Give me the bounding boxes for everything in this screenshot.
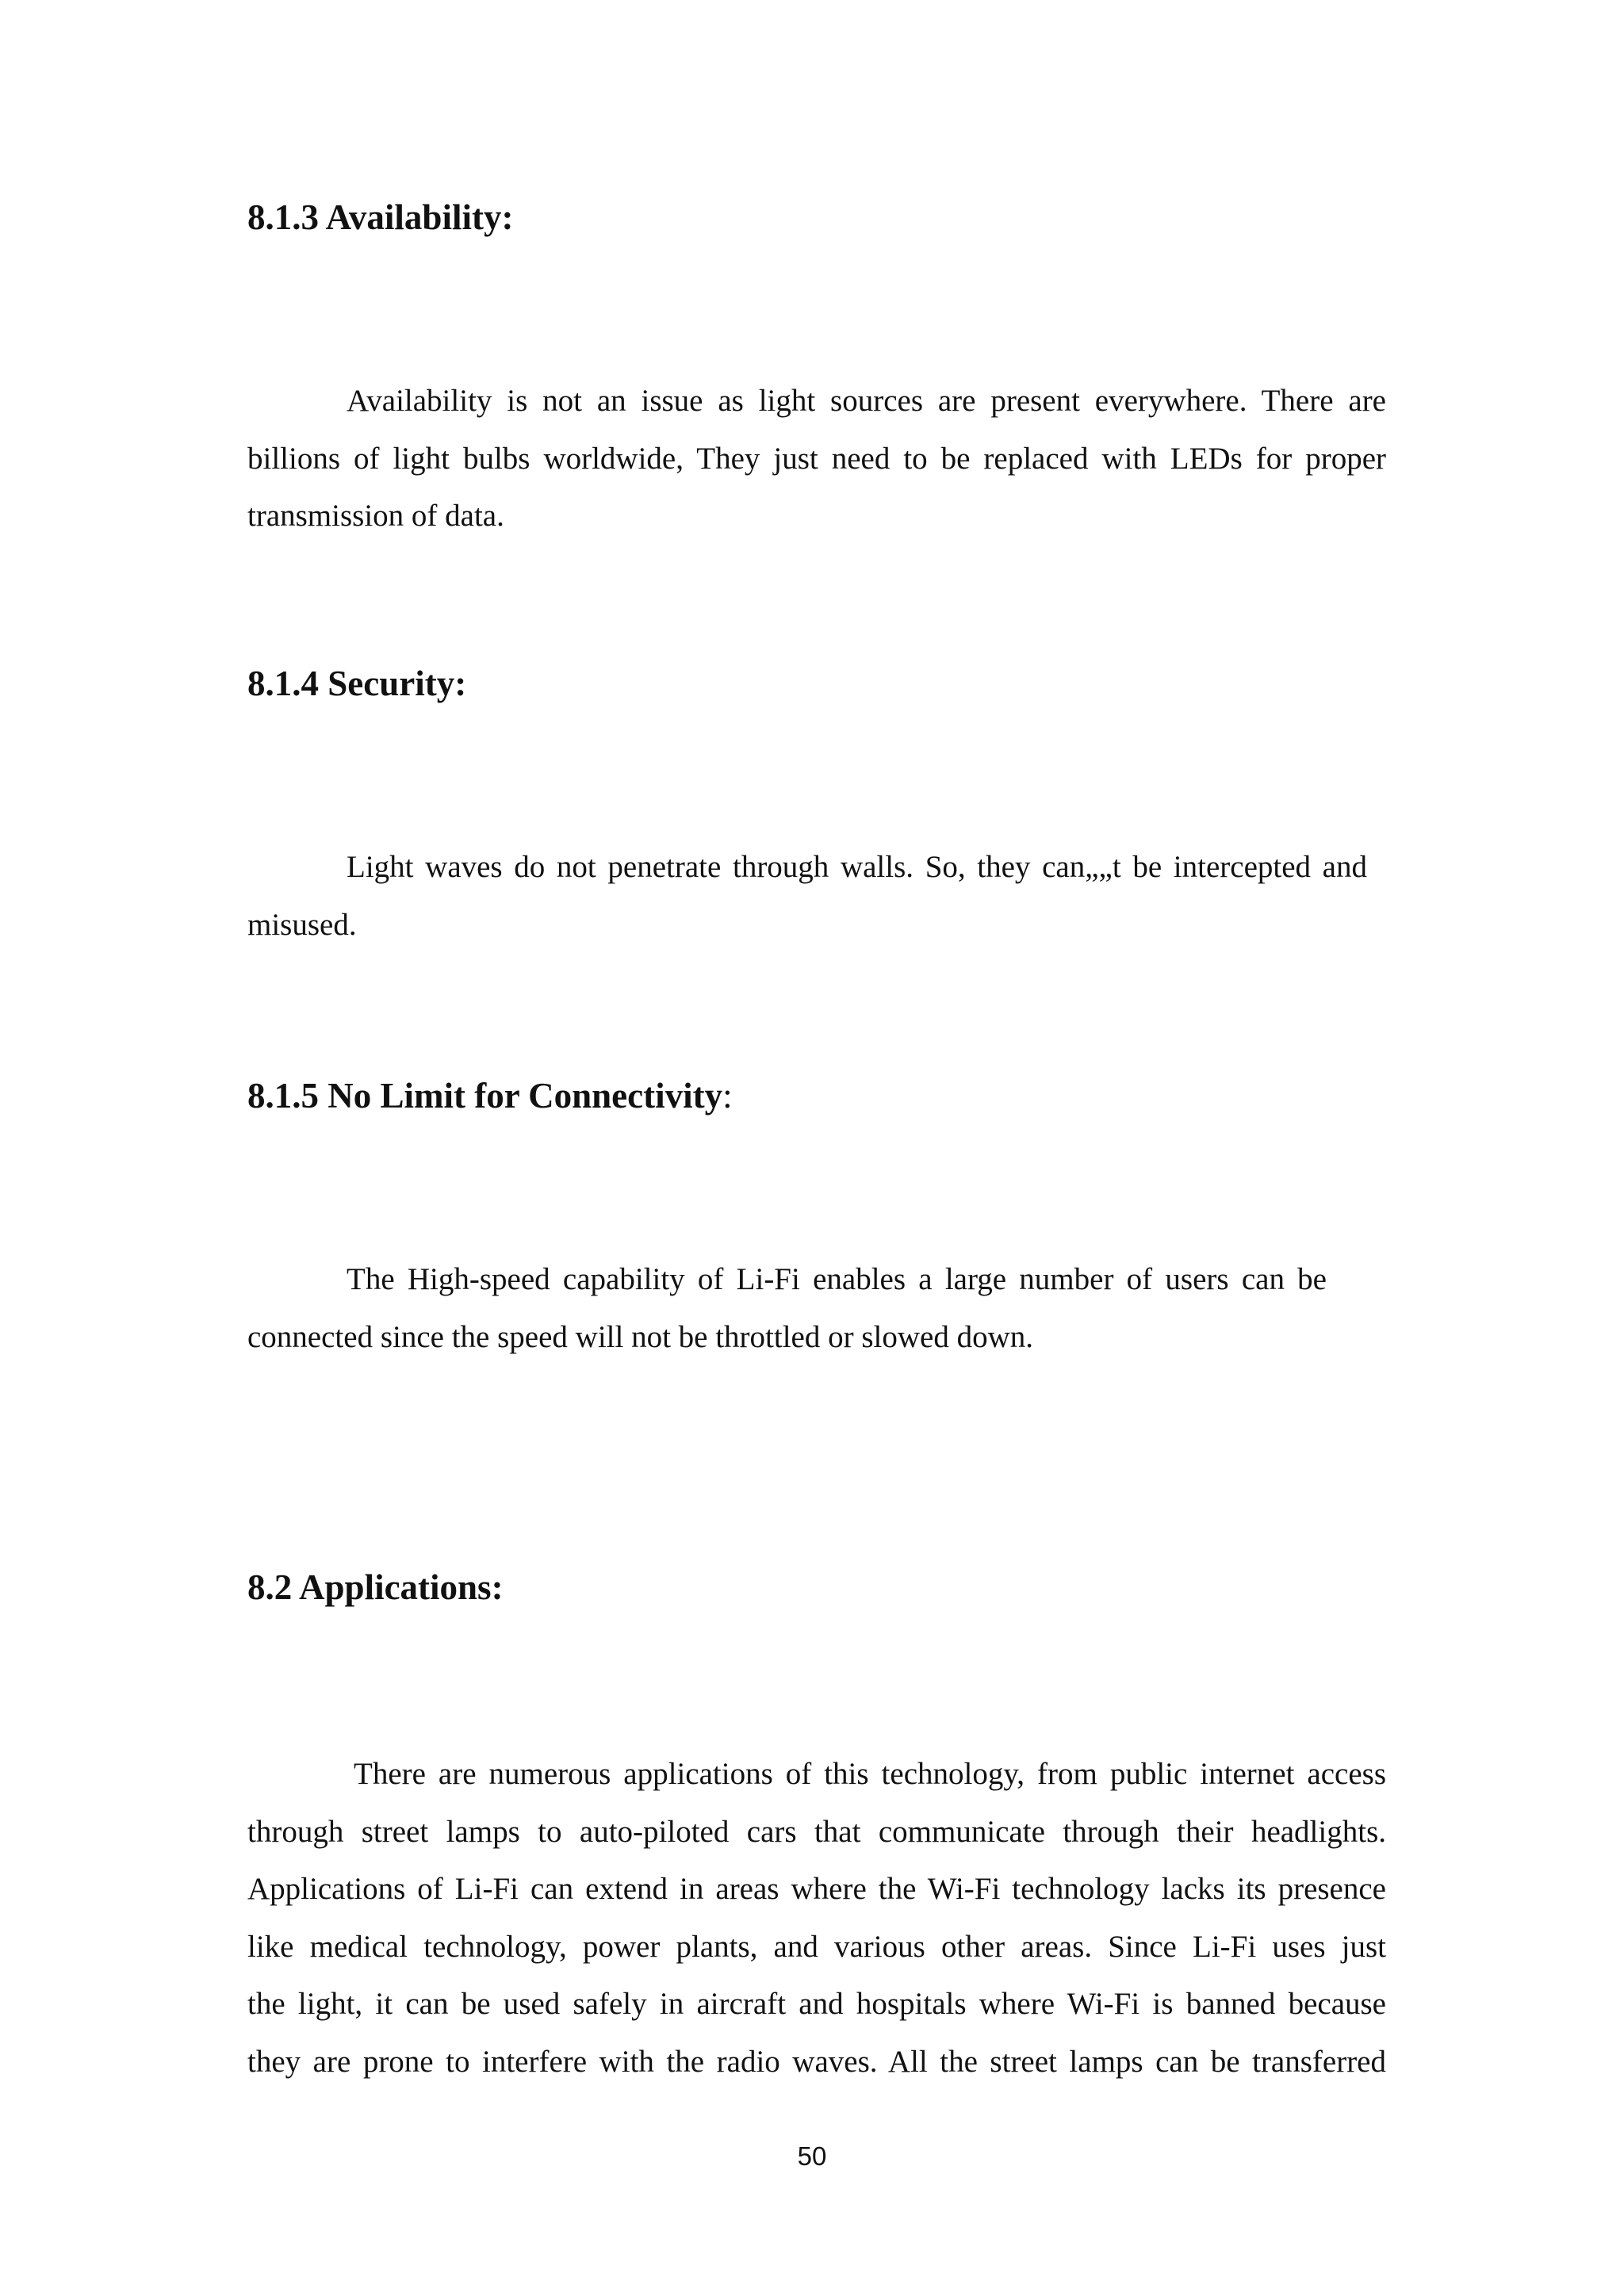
paragraph-line: they are prone to interfere with the radio waves. All the street lamps can be transferred [247, 2044, 1386, 2079]
paragraph-line: There are numerous applications of this technology, from public internet access [354, 1757, 1386, 1791]
page-number: 50 [797, 2141, 827, 2171]
paragraph-line: The High-speed capability of Li-Fi enables a large number of users can be [347, 1262, 1327, 1296]
paragraph-line: misused. [247, 907, 357, 942]
paragraph-line: billions of light bulbs worldwide, They just need to be replaced with LEDs for proper [247, 441, 1386, 476]
paragraph-applications [247, 1746, 1386, 2091]
paragraph-availability [247, 373, 1386, 545]
paragraph-line: Availability is not an issue as light sources are present everywhere. There are [347, 384, 1386, 418]
section-heading-availability: 8.1.3 Availability: [247, 197, 514, 237]
section-heading-applications: 8.2 Applications: [247, 1567, 504, 1607]
paragraph-security [247, 839, 1386, 954]
section-heading-connectivity-colon: : [722, 1076, 733, 1115]
paragraph-line: through street lamps to auto-piloted cars that communicate through their headlights. [247, 1814, 1386, 1849]
paragraph-line: like medical technology, power plants, and various other areas. Since Li-Fi uses just [247, 1929, 1386, 1964]
paragraph-line: Applications of Li-Fi can extend in areas where the Wi-Fi technology lacks its presence [247, 1872, 1386, 1906]
paragraph-line: connected since the speed will not be throttled or slowed down. [247, 1319, 1033, 1354]
section-heading-connectivity [247, 1073, 733, 1118]
paragraph-line: the light, it can be used safely in aircraft and hospitals where Wi-Fi is banned because [247, 1987, 1386, 2021]
paragraph-connectivity [247, 1251, 1386, 1366]
paragraph-line: transmission of data. [247, 499, 504, 533]
section-heading-connectivity-text: 8.1.5 No Limit for Connectivity [247, 1076, 723, 1115]
paragraph-line: Light waves do not penetrate through walls. So, they can„„t be intercepted and [347, 850, 1367, 884]
section-heading-security: 8.1.4 Security: [247, 664, 467, 703]
